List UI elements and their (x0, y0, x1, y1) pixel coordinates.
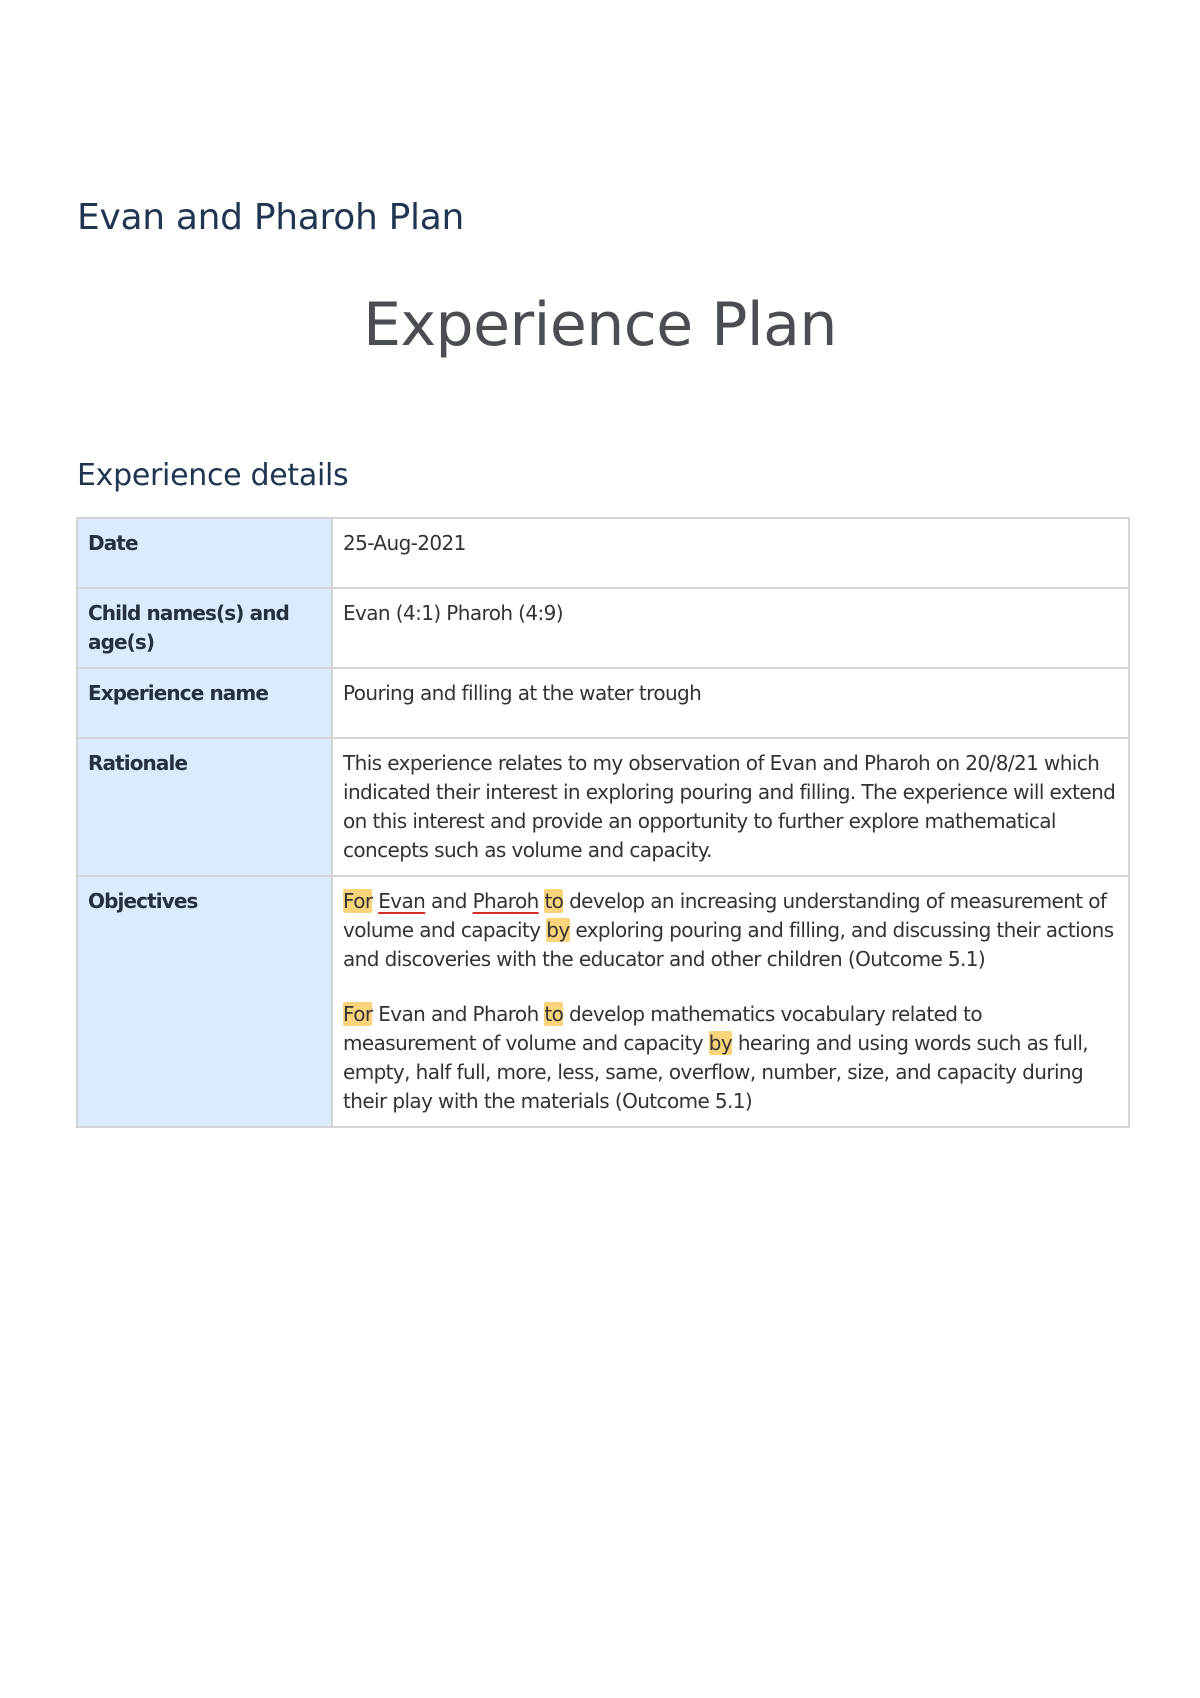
highlight-for: For (343, 1002, 373, 1026)
children-value: Evan (4:1) Pharoh (4:9) (332, 588, 1129, 668)
objective-1-and: and (425, 889, 473, 913)
children-label: Child names(s) and age(s) (77, 588, 332, 668)
spellcheck-evan: Evan (378, 889, 426, 913)
table-row-experience-name (77, 668, 1129, 738)
objective-1-text-b: exploring pouring and filling, and discussing their actions and discoveries with the educator and other children (Outcome 5.1) (343, 918, 1114, 971)
date-label: Date (77, 518, 332, 588)
experience-details-table (76, 517, 1130, 1128)
objective-2-text-b: hearing and using words such as full, empty, half full, more, less, same, overflow, number, size, and capacity during their play with the materials (Outcome 5.1) (343, 1031, 1089, 1113)
spellcheck-pharoh: Pharoh (472, 889, 539, 913)
table-row-children (77, 588, 1129, 668)
objective-1 (343, 887, 1118, 974)
rationale-value: This experience relates to my observation of Evan and Pharoh on 20/8/21 which indicated their interest in exploring pouring and filling. The experience will extend on this interest and provide an opportunity to further explore mathematical concepts such as volume and capacity. (332, 738, 1129, 876)
highlight-for: For (343, 889, 373, 913)
objective-1-text-a: develop an increasing understanding of measurement of volume and capacity (343, 889, 1107, 942)
highlight-by: by (708, 1031, 733, 1055)
highlight-to: to (544, 889, 564, 913)
rationale-label: Rationale (77, 738, 332, 876)
objective-2-names: Evan and Pharoh (372, 1002, 545, 1026)
highlight-to: to (544, 1002, 564, 1026)
objective-2-text-a: develop mathematics vocabulary related to measurement of volume and capacity (343, 1002, 983, 1055)
table-row-objectives (77, 876, 1129, 1127)
highlight-by: by (546, 918, 570, 942)
document-heading: Experience Plan (363, 290, 837, 360)
experience-name-label: Experience name (77, 668, 332, 738)
objectives-label: Objectives (77, 876, 332, 1127)
table-row-date (77, 518, 1129, 588)
table-row-rationale (77, 738, 1129, 876)
objectives-value (332, 876, 1129, 1127)
section-heading-experience-details: Experience details (77, 458, 349, 493)
objective-2 (343, 1000, 1118, 1116)
page-title: Evan and Pharoh Plan (77, 197, 465, 238)
date-value: 25-Aug-2021 (332, 518, 1129, 588)
experience-name-value: Pouring and filling at the water trough (332, 668, 1129, 738)
